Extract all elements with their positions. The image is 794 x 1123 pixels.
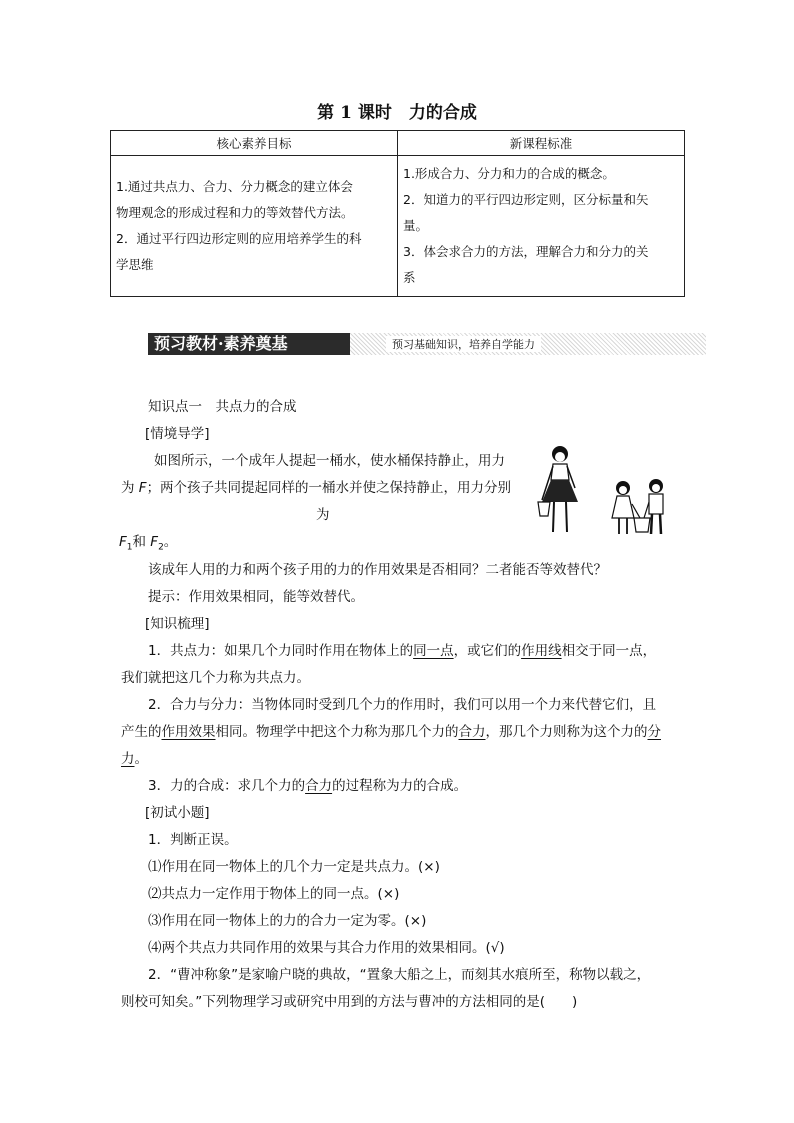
- text-fragment: 和: [132, 534, 151, 550]
- judgement-item: ⑵共点力一定作用于物体上的同一点。(×): [148, 886, 400, 902]
- table-line: 2．知道力的平行四边形定则，区分标量和矢: [403, 192, 649, 207]
- text-fragment: ，或它们的: [453, 643, 522, 659]
- text-fragment: 相同。物理学中把这个力称为那几个力的: [215, 724, 459, 740]
- concept-force-composition: [148, 776, 467, 796]
- table-line: 3．体会求合力的方法，理解合力和分力的关: [403, 244, 649, 259]
- force-symbol: F: [150, 534, 159, 550]
- hint-text: 提示：作用效果相同，能等效替代。: [148, 589, 364, 605]
- curriculum-cell: [398, 156, 685, 297]
- table-line: 1.通过共点力、合力、分力概念的建立体会: [116, 179, 353, 194]
- underlined-term: 合力: [458, 724, 486, 740]
- question-2: 2．“曹冲称象”是家喻户晓的典故，“置象大船之上，而刻其水痕所至，称物以载之，: [148, 967, 651, 983]
- judgement-item: ⑴作用在同一物体上的几个力一定是共点力。(×): [148, 859, 440, 875]
- test-label: [初试小题]: [145, 805, 210, 821]
- underlined-term: 分: [647, 724, 661, 740]
- section-banner: [148, 333, 706, 355]
- situation-text: [119, 532, 177, 558]
- concept-text: 我们就把这几个力称为共点力。: [121, 670, 310, 686]
- text-fragment: 。: [163, 534, 178, 550]
- people-carrying-bucket-illustration: [520, 440, 680, 540]
- judgement-item: ⑷两个共点力共同作用的效果与其合力作用的效果相同。(√): [148, 940, 505, 956]
- table-header-core-goals: 核心素养目标: [111, 131, 398, 156]
- judgement-item: ⑶作用在同一物体上的力的合力一定为零。(×): [148, 913, 427, 929]
- situation-text: [121, 478, 511, 498]
- subscript: 1: [126, 542, 133, 553]
- text-fragment: 为: [121, 480, 139, 496]
- goals-table: [110, 130, 685, 297]
- text-fragment: 产生的: [121, 724, 162, 740]
- subscript: 2: [158, 542, 164, 553]
- text-fragment: 。: [134, 751, 148, 767]
- table-line: 2．通过平行四边形定则的应用培养学生的科: [116, 231, 362, 246]
- question-2-continued: 则校可知矣。”下列物理学习或研究中用到的方法与曹冲的方法相同的是( ): [121, 994, 578, 1010]
- table-line: 系: [403, 270, 416, 285]
- situation-text: 如图所示，一个成年人提起一桶水，使水桶保持静止，用力: [154, 453, 505, 469]
- concept-resultant-force: 2．合力与分力：当物体同时受到几个力的作用时，我们可以用一个力来代替它们，且: [148, 697, 657, 713]
- knowledge-point-heading: 知识点一 共点力的合成: [148, 399, 297, 415]
- underlined-term: 同一点: [413, 643, 454, 659]
- question-text: 该成年人用的力和两个孩子用的力的作用效果是否相同？二者能否等效替代？: [148, 562, 607, 578]
- force-symbol: F: [119, 534, 127, 550]
- text-fragment: ；两个孩子共同提起同样的一桶水并使之保持静止，用力分别: [146, 480, 512, 496]
- situation-text: 为: [316, 507, 330, 523]
- table-line: 学思维: [116, 257, 154, 272]
- underlined-term: 作用效果: [161, 724, 216, 740]
- text-fragment: 的过程称为力的合成。: [332, 778, 468, 794]
- knowledge-label: [知识梳理]: [145, 616, 210, 632]
- underlined-term: 作用线: [521, 643, 562, 659]
- table-line: 物理观念的形成过程和力的等效替代方法。: [116, 205, 354, 220]
- table-header-curriculum: 新课程标准: [398, 131, 685, 156]
- situation-label: [情境导学]: [145, 426, 210, 442]
- question-1: 1．判断正误。: [148, 832, 238, 848]
- underlined-term: 合力: [305, 778, 333, 794]
- banner-title: 预习教材·素养奠基: [148, 333, 350, 355]
- banner-subtitle: 预习基础知识，培养自学能力: [386, 336, 541, 352]
- core-goals-cell: [111, 156, 398, 297]
- text-fragment: 3．力的合成：求几个力的: [148, 778, 306, 794]
- force-symbol: F: [138, 480, 147, 496]
- underlined-term: 力: [121, 751, 135, 767]
- concept-concurrent-forces: [148, 641, 656, 661]
- table-line: 1.形成合力、分力和力的合成的概念。: [403, 166, 615, 181]
- text-fragment: 1．共点力：如果几个力同时作用在物体上的: [148, 643, 414, 659]
- text-fragment: ，那几个力则称为这个力的: [485, 724, 648, 740]
- page-title: 第 1 课时 力的合成: [317, 103, 477, 123]
- table-line: 量。: [403, 218, 429, 233]
- concept-text: [121, 722, 661, 742]
- text-fragment: 相交于同一点，: [561, 643, 657, 659]
- concept-text: [121, 749, 148, 769]
